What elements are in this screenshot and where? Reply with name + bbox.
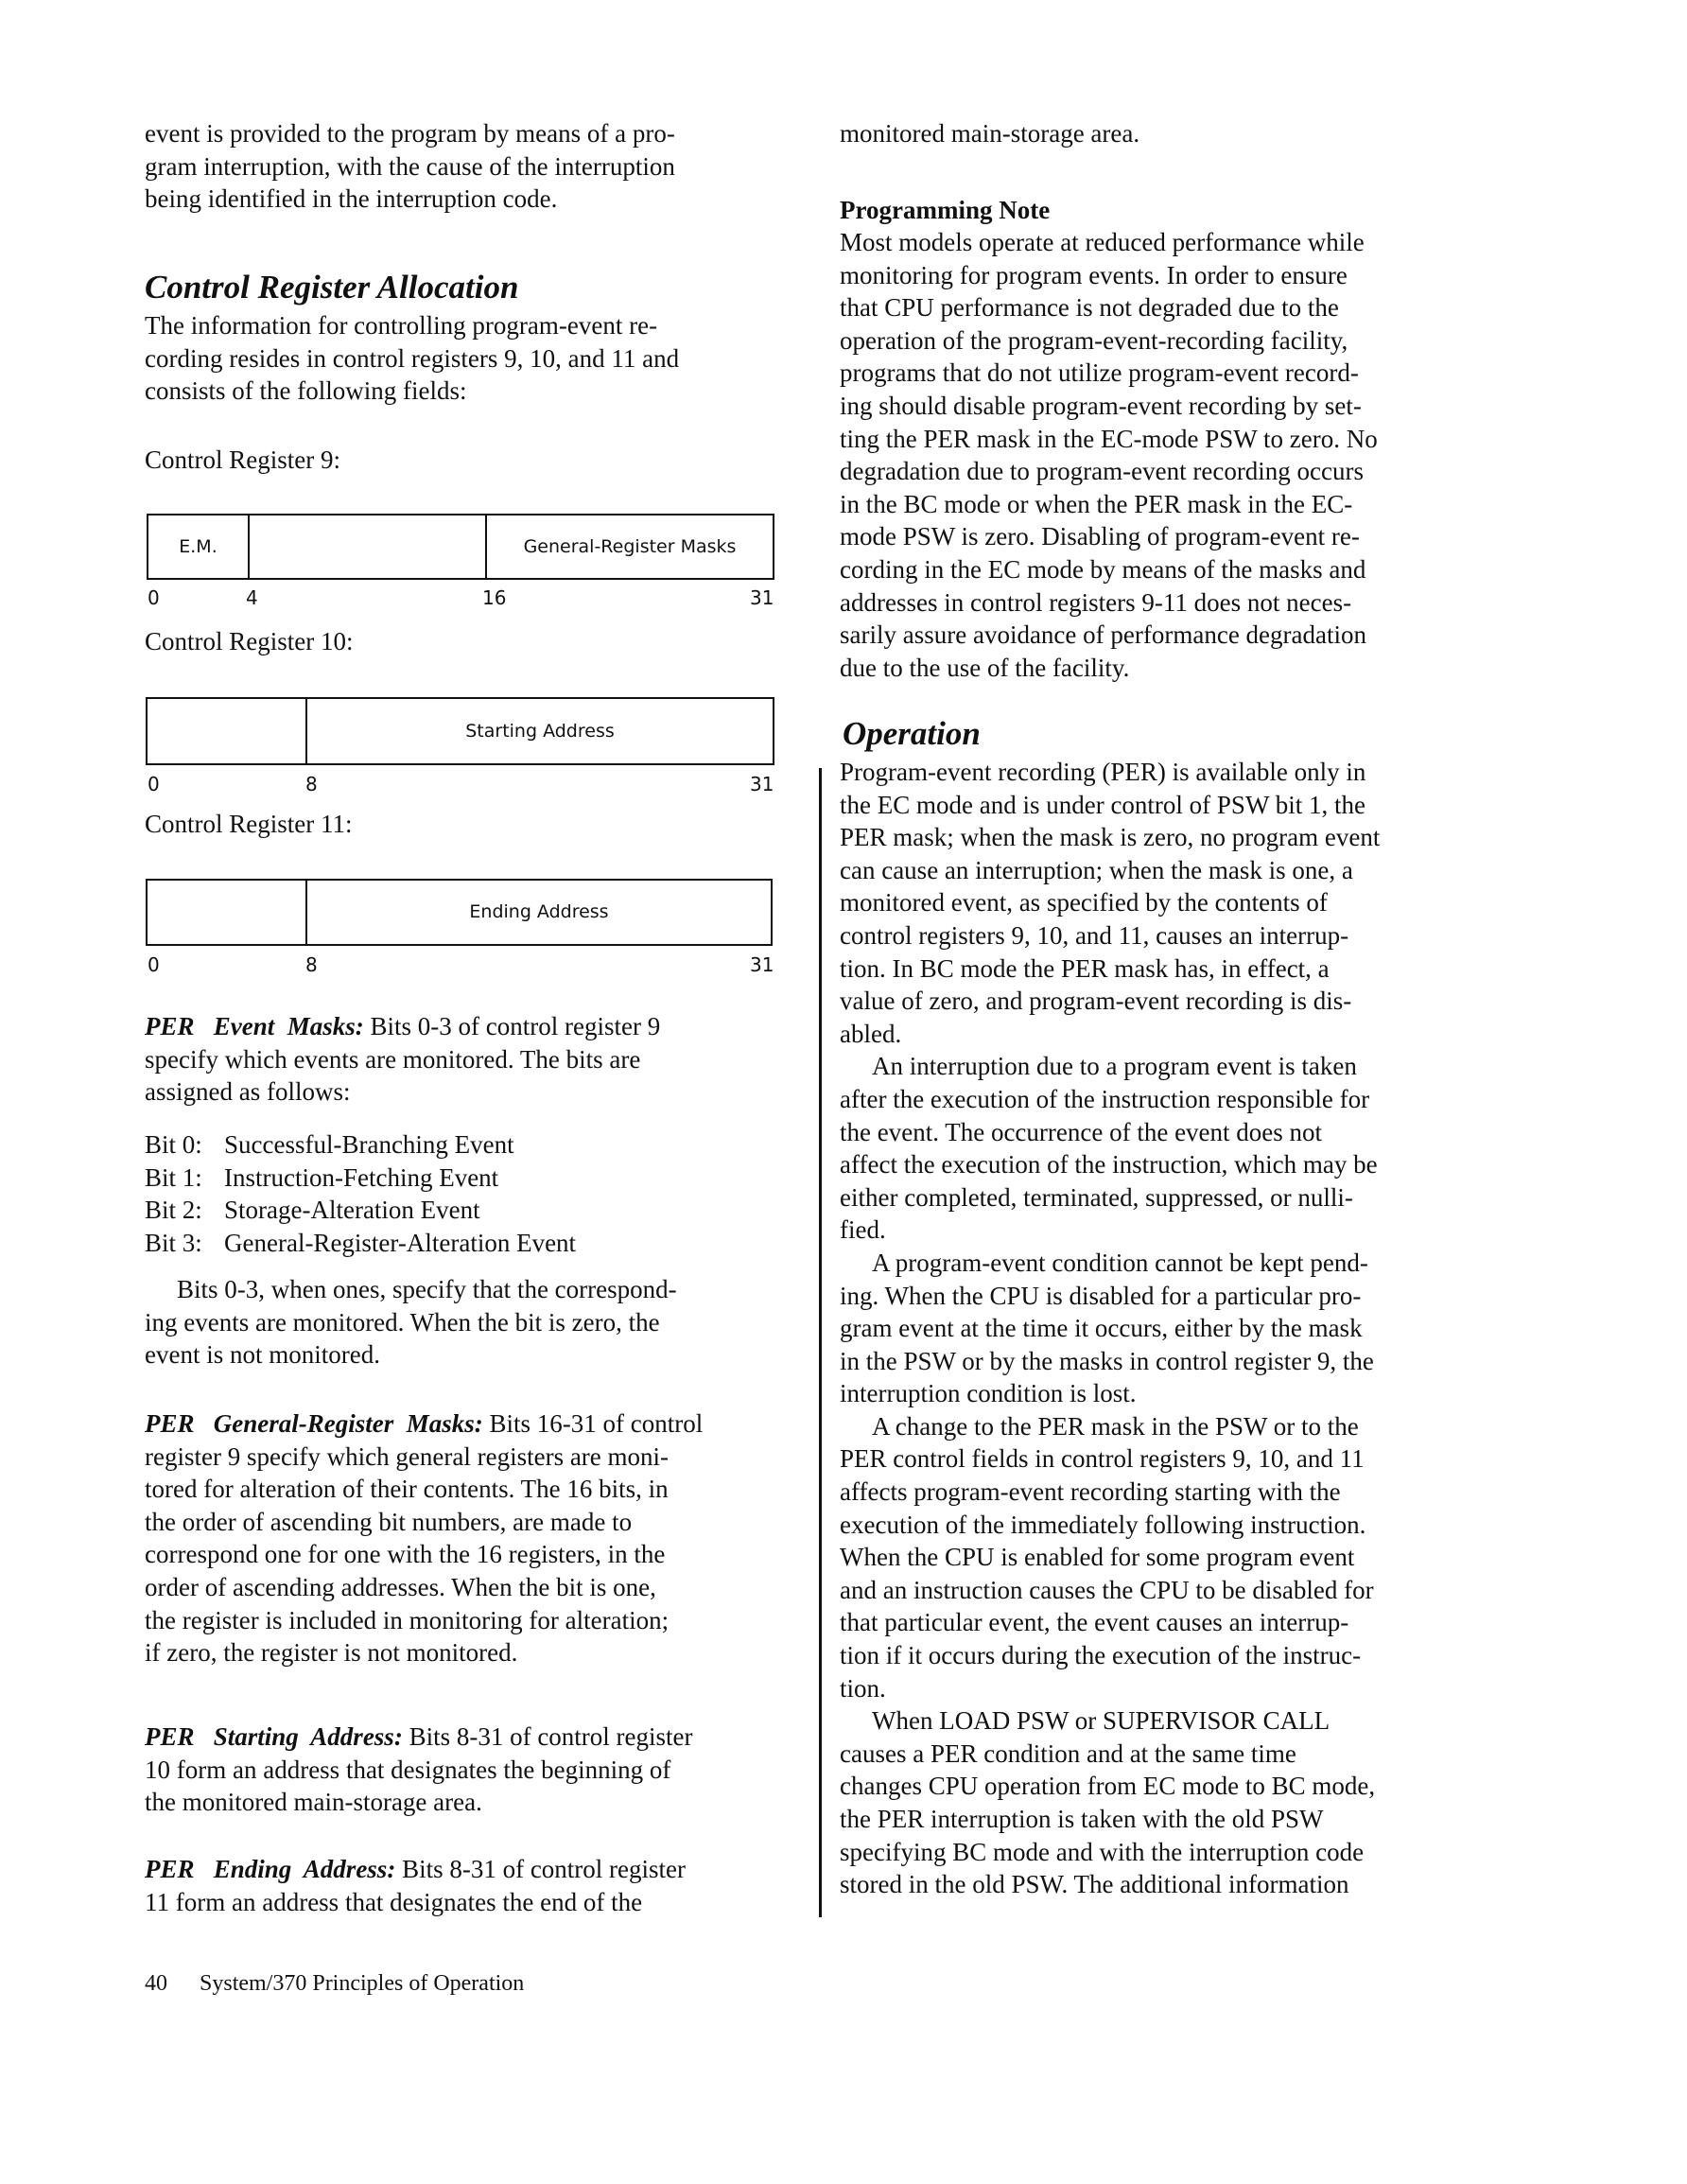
text-line: degradation due to program-event recording occurs [840,457,1365,486]
text-line: specify which events are monitored. The bits are [145,1044,641,1074]
control-register-10-diagram [146,697,774,765]
bit-number: 0 [148,773,160,795]
publication-title: System/370 Principles of Operation [200,1971,525,1996]
text-line: the monitored main-storage area. [145,1788,482,1817]
runin-heading: PER Event Masks: [145,1012,364,1040]
text-line: the EC mode and is under control of PSW bit 1, the [840,790,1365,819]
text-line: tion. [840,1673,886,1703]
text-line: cording resides in control registers 9, 10, and 11 and [145,343,680,373]
text-line: the register is included in monitoring for alteration; [145,1605,670,1634]
text-line: correspond one for one with the 16 registers, in the [145,1540,666,1569]
text-line: event is provided to the program by means of a pro- [145,119,675,148]
operation-paragraph-2 [840,1050,1380,1247]
per-gr-masks-paragraph [145,1407,703,1669]
text-line: Most models operate at reduced performance while [840,228,1365,256]
text-line: tion. In BC mode the PER mask has, in effect, a [840,953,1330,983]
page-number: 40 [145,1971,167,1996]
list-item [145,1227,576,1260]
text-line [145,1721,693,1754]
page-footer [145,1971,524,1997]
text-line: register 9 specify which general registers are moni- [145,1441,670,1471]
text-line: mode PSW is zero. Disabling of program-event re- [840,522,1360,551]
text-line: monitored main-storage area. [840,119,1140,148]
text-line: due to the use of the facility. [840,653,1130,682]
event-bits-list [145,1128,576,1259]
text-span: Bits 8-31 of control register [395,1855,687,1883]
control-register-10-label: Control Register 10: [145,627,354,655]
text-line [145,1010,660,1043]
text-line: value of zero, and program-event recording is dis- [840,987,1352,1016]
text-span: Bits 8-31 of control register [402,1722,693,1751]
text-line: ing should disable program-event recording by set- [840,391,1362,420]
text-line: consists of the following fields: [145,376,467,406]
list-item [145,1128,576,1162]
text-line: interruption condition is lost. [840,1379,1137,1408]
field-unassigned [148,699,306,763]
text-line: control registers 9, 10, and 11, causes an interrup- [840,920,1349,950]
continued-text [840,117,1139,150]
text-line: and an instruction causes the CPU to be disabled for [840,1575,1374,1604]
field-ending-address: Ending Address [469,901,609,923]
runin-heading: PER Ending Address: [145,1855,396,1883]
bit-label: Bit 2: [145,1196,202,1225]
control-register-9-diagram [147,514,774,580]
text-line: tion if it occurs during the execution of the instruc- [840,1641,1362,1670]
text-line: event is not monitored. [145,1340,380,1370]
text-line: 10 form an address that designates the beginning of [145,1755,671,1784]
text-line: being identified in the interruption code. [145,184,558,214]
text-line: ing. When the CPU is disabled for a particular pro- [840,1281,1362,1310]
section-intro-paragraph [145,309,679,408]
text-line: order of ascending addresses. When the bit is one, [145,1572,656,1601]
text-line: A program-event condition cannot be kept pend- [872,1248,1368,1277]
field-unassigned [148,881,306,944]
text-line: PER mask; when the mask is zero, no program event [840,823,1381,852]
text-line: changes CPU operation from EC mode to BC mode, [840,1772,1376,1801]
field-em: E.M. [179,535,217,557]
programming-note-heading: Programming Note [840,196,1051,224]
bit-number: 31 [750,586,774,609]
text-line: cording in the EC mode by means of the masks and [840,554,1366,584]
programming-note-body [840,226,1378,684]
bit-description: Storage-Alteration Event [224,1196,480,1225]
event-masks-followup-paragraph [145,1273,677,1372]
text-line: fied. [840,1215,886,1245]
text-span: Bits 16-31 of control [482,1409,704,1438]
text-line: PER control fields in control registers 9, 10, and 11 [840,1444,1365,1474]
text-line: operation of the program-event-recording facility, [840,325,1348,355]
text-line: Bits 0-3, when ones, specify that the correspond- [177,1275,677,1303]
bit-number: 0 [148,586,160,609]
text-line: that particular event, the event causes an interrup- [840,1608,1349,1637]
per-ending-address-paragraph [145,1853,686,1918]
text-line: gram event at the time it occurs, either by the mask [840,1314,1363,1343]
text-line: if zero, the register is not monitored. [145,1638,518,1668]
text-line: ing events are monitored. When the bit is zero, the [145,1307,660,1337]
revision-bar [819,768,822,1917]
list-item [145,1162,576,1195]
bit-number: 31 [750,953,774,976]
field-unassigned [250,515,486,578]
per-event-masks-paragraph [145,1010,660,1109]
text-line: When LOAD PSW or SUPERVISOR CALL [872,1706,1330,1736]
bit-number: 0 [148,953,160,976]
text-line: stored in the old PSW. The additional information [840,1870,1349,1899]
field-starting-address: Starting Address [465,720,615,742]
bit-description: Successful-Branching Event [224,1130,514,1159]
bit-label: Bit 1: [145,1162,202,1192]
text-line: execution of the immediately following instruction. [840,1510,1366,1539]
bit-description: Instruction-Fetching Event [224,1162,499,1192]
list-item [145,1194,576,1227]
bit-label: Bit 3: [145,1228,202,1257]
text-line: ting the PER mask in the EC-mode PSW to zero. No [840,424,1378,453]
text-line: Program-event recording (PER) is available only in [840,758,1366,786]
operation-paragraph-3 [840,1247,1380,1410]
bit-number: 8 [305,773,318,795]
bit-label: Bit 0: [145,1130,202,1159]
field-general-register-masks: General-Register Masks [523,535,737,557]
text-line [145,1407,703,1441]
text-line: programs that do not utilize program-event record- [840,358,1359,388]
control-register-11-label: Control Register 11: [145,810,353,838]
text-line: the order of ascending bit numbers, are made to [145,1507,633,1536]
bit-number: 8 [305,953,318,976]
text-line: affect the execution of the instruction, which may be [840,1150,1378,1179]
text-line: assigned as follows: [145,1077,351,1107]
text-line: An interruption due to a program event is taken [872,1052,1357,1081]
text-line: can cause an interruption; when the mask is one, a [840,855,1353,884]
control-register-11-diagram [146,879,773,946]
intro-paragraph [145,117,675,216]
text-line: A change to the PER mask in the PSW or to the [872,1411,1359,1441]
text-line: sarily assure avoidance of performance degradation [840,620,1366,650]
runin-heading: PER Starting Address: [145,1722,403,1751]
bit-number: 16 [482,586,507,609]
text-line: gram interruption, with the cause of the interruption [145,151,675,181]
bit-description: General-Register-Alteration Event [224,1228,577,1257]
text-line: in the PSW or by the masks in control register 9, the [840,1346,1374,1375]
control-register-9-label: Control Register 9: [145,446,340,474]
text-line: monitored event, as specified by the contents of [840,888,1328,917]
text-line: abled. [840,1019,902,1048]
text-line: that CPU performance is not degraded due to the [840,293,1339,323]
operation-paragraph-4 [840,1410,1380,1704]
operation-paragraph-5 [840,1704,1380,1901]
per-starting-address-paragraph [145,1721,693,1819]
bit-number: 4 [246,586,258,609]
text-line: the PER interruption is taken with the old PSW [840,1805,1324,1833]
operation-body [840,756,1380,1901]
text-line: either completed, terminated, suppressed, or nulli- [840,1182,1353,1212]
text-line: The information for controlling program-event re- [145,311,658,340]
text-line: addresses in control registers 9-11 does not neces- [840,587,1352,617]
text-line: 11 form an address that designates the end of the [145,1887,643,1916]
text-line: monitoring for program events. In order to ensure [840,260,1348,289]
text-line: the event. The occurrence of the event does not [840,1117,1323,1146]
text-line: in the BC mode or when the PER mask in the EC- [840,489,1353,518]
section-heading-operation: Operation [843,715,981,752]
text-line: When the CPU is enabled for some program event [840,1543,1355,1572]
text-line [145,1853,686,1886]
runin-heading: PER General-Register Masks: [145,1409,483,1438]
text-line: specifying BC mode and with the interruption code [840,1837,1365,1866]
text-line: tored for alteration of their contents. The 16 bits, in [145,1475,669,1504]
text-span: Bits 0-3 of control register 9 [363,1012,661,1040]
section-heading-control-register-allocation: Control Register Allocation [145,269,519,306]
text-line: affects program-event recording starting with the [840,1477,1341,1507]
bit-number: 31 [750,773,774,795]
text-line: causes a PER condition and at the same time [840,1738,1296,1768]
text-line: after the execution of the instruction responsible for [840,1084,1370,1113]
operation-paragraph-1 [840,756,1380,1050]
